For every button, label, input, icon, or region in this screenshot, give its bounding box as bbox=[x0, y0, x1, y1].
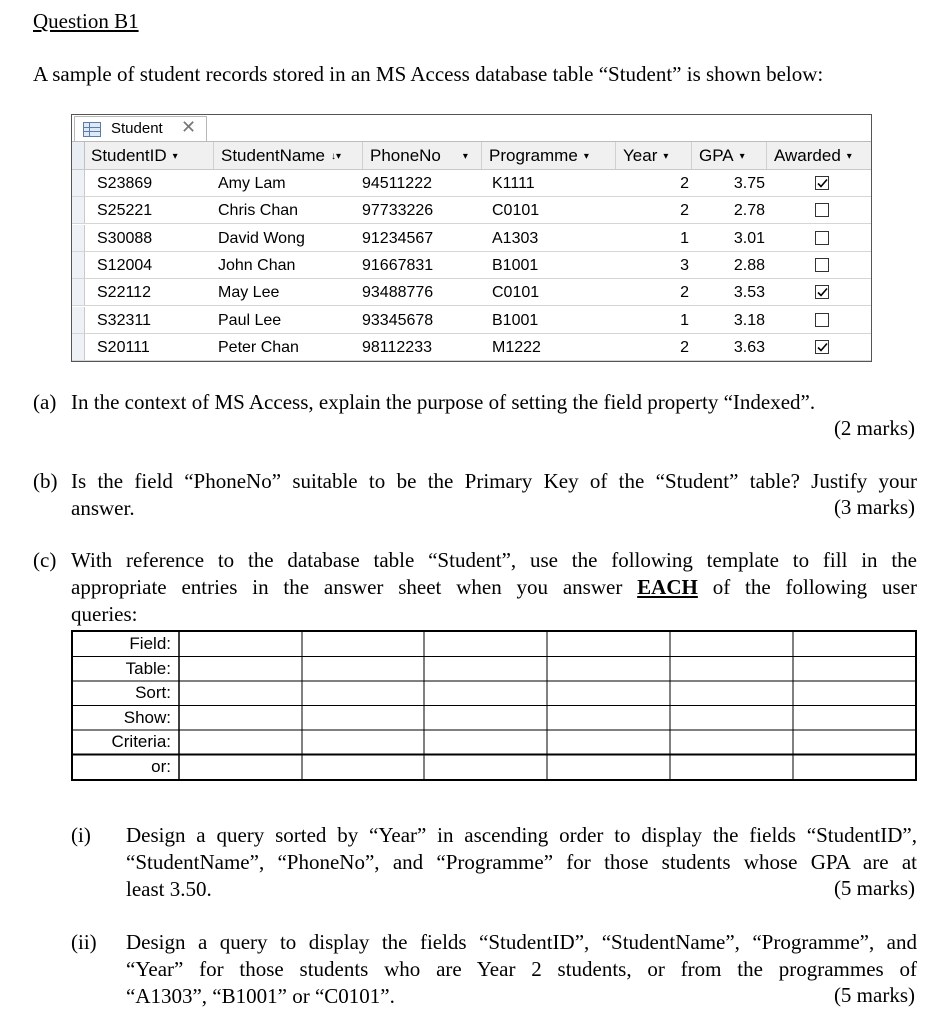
cell-year[interactable]: 2 bbox=[680, 338, 689, 356]
cell-name[interactable]: David Wong bbox=[218, 229, 305, 247]
cell-phone[interactable]: 97733226 bbox=[362, 202, 434, 220]
column-header-label: StudentID bbox=[91, 146, 167, 165]
unchecked-checkbox[interactable] bbox=[815, 313, 829, 327]
unchecked-checkbox[interactable] bbox=[815, 203, 829, 217]
cell-id[interactable]: S32311 bbox=[97, 311, 151, 329]
unchecked-checkbox[interactable] bbox=[815, 231, 829, 245]
column-header-label: Awarded bbox=[774, 146, 841, 165]
dropdown-arrow-icon[interactable]: ▾ bbox=[739, 151, 745, 162]
part-b-marks: (3 marks) bbox=[833, 495, 915, 519]
column-header-label: StudentName bbox=[221, 146, 325, 165]
cell-gpa[interactable]: 3.01 bbox=[733, 229, 765, 247]
checkmark-icon bbox=[817, 342, 828, 353]
cell-prog[interactable]: C0101 bbox=[492, 284, 540, 302]
table-row[interactable] bbox=[72, 307, 871, 334]
cell-prog[interactable]: A1303 bbox=[492, 229, 539, 247]
cell-gpa[interactable]: 2.78 bbox=[733, 202, 765, 220]
cell-id[interactable]: S25221 bbox=[97, 202, 153, 220]
sub-i-label: (i) bbox=[71, 823, 91, 847]
column-header-studentname[interactable] bbox=[214, 142, 363, 169]
column-header-row bbox=[72, 142, 871, 170]
column-header-year[interactable] bbox=[616, 142, 692, 169]
part-c-line1: With reference to the database table “Student”, use the following template to fill in the bbox=[71, 548, 917, 572]
cell-id[interactable]: S23869 bbox=[97, 175, 153, 192]
sub-ii-line1: Design a query to display the fields “StudentID”, “StudentName”, “Programme”, and bbox=[126, 930, 917, 954]
template-row-label: Table: bbox=[125, 658, 171, 678]
template-row-label: Show: bbox=[123, 707, 171, 727]
cell-year[interactable]: 2 bbox=[680, 202, 689, 220]
part-c-line2-post: of the following user bbox=[697, 575, 917, 599]
dropdown-arrow-icon[interactable]: ▾ bbox=[172, 151, 178, 162]
part-b-label: (b) bbox=[33, 469, 58, 493]
cell-year[interactable]: 1 bbox=[680, 311, 689, 329]
row-selector[interactable] bbox=[72, 197, 85, 223]
table-row[interactable] bbox=[72, 170, 871, 197]
query-template-grid bbox=[71, 630, 917, 781]
checked-checkbox[interactable] bbox=[815, 285, 829, 299]
tab-student[interactable] bbox=[74, 116, 207, 141]
unchecked-checkbox[interactable] bbox=[815, 258, 829, 272]
template-row-label: Field: bbox=[129, 634, 171, 653]
intro-text: A sample of student records stored in an MS Access database table “Student” is shown below: bbox=[33, 62, 824, 86]
cell-name[interactable]: John Chan bbox=[218, 256, 296, 274]
column-header-label: PhoneNo bbox=[370, 146, 441, 165]
checked-checkbox[interactable] bbox=[815, 176, 829, 190]
column-header-studentid[interactable] bbox=[84, 142, 214, 169]
part-a-text: In the context of MS Access, explain the purpose of setting the field property “Indexed”. bbox=[71, 390, 816, 414]
row-selector[interactable] bbox=[72, 279, 85, 305]
cell-phone[interactable]: 93345678 bbox=[362, 311, 434, 329]
cell-id[interactable]: S30088 bbox=[97, 229, 153, 247]
tab-label: Student bbox=[111, 120, 163, 137]
dropdown-arrow-icon[interactable]: ▾ bbox=[846, 151, 852, 162]
question-title: Question B1 bbox=[33, 9, 139, 33]
table-row[interactable] bbox=[72, 252, 871, 279]
table-icon bbox=[83, 122, 101, 137]
grid-row-labels bbox=[73, 632, 179, 779]
cell-year[interactable]: 1 bbox=[680, 229, 689, 247]
datasheet-rows bbox=[72, 170, 871, 361]
checkmark-icon bbox=[817, 178, 828, 189]
cell-name[interactable]: Amy Lam bbox=[218, 175, 286, 192]
cell-gpa[interactable]: 3.53 bbox=[733, 284, 765, 302]
table-row[interactable] bbox=[72, 334, 871, 361]
part-c-line3: queries: bbox=[71, 602, 138, 626]
cell-prog[interactable]: B1001 bbox=[492, 256, 539, 274]
sub-i-line3: least 3.50. bbox=[126, 877, 212, 901]
cell-prog[interactable]: C0101 bbox=[492, 202, 540, 220]
sub-ii-marks: (5 marks) bbox=[833, 983, 915, 1007]
dropdown-arrow-icon[interactable]: ▾ bbox=[583, 151, 589, 162]
cell-phone[interactable]: 91667831 bbox=[362, 256, 434, 274]
cell-gpa[interactable]: 3.18 bbox=[733, 311, 765, 329]
column-header-programme[interactable] bbox=[482, 142, 616, 169]
cell-prog[interactable]: M1222 bbox=[492, 338, 541, 356]
dropdown-arrow-icon[interactable]: ▾ bbox=[663, 151, 669, 162]
table-row[interactable] bbox=[72, 279, 871, 306]
sub-i-line2: “StudentName”, “PhoneNo”, and “Programme” for those students whose GPA are at bbox=[126, 850, 917, 874]
access-datasheet bbox=[71, 114, 872, 362]
table-row[interactable] bbox=[72, 197, 871, 224]
tab-strip bbox=[72, 115, 871, 142]
sub-ii-line3: “A1303”, “B1001” or “C0101”. bbox=[126, 984, 395, 1008]
template-row-label: Sort: bbox=[135, 683, 171, 702]
row-selector[interactable] bbox=[72, 225, 85, 251]
cell-id[interactable]: S20111 bbox=[97, 338, 150, 356]
part-c-line2 bbox=[71, 574, 917, 601]
cell-name[interactable]: May Lee bbox=[218, 284, 280, 302]
cell-phone[interactable]: 91234567 bbox=[362, 229, 434, 247]
cell-phone[interactable]: 94511222 bbox=[362, 175, 432, 192]
part-a-label: (a) bbox=[33, 390, 57, 414]
cell-phone[interactable]: 98112233 bbox=[362, 338, 432, 356]
sub-i-line1: Design a query sorted by “Year” in ascending order to display the fields “StudentID”, bbox=[126, 823, 917, 847]
sub-ii-line2: “Year” for those students who are Year 2 students, or from the programmes of bbox=[126, 957, 917, 981]
cell-name[interactable]: Paul Lee bbox=[218, 311, 282, 329]
cell-year[interactable]: 2 bbox=[680, 175, 689, 192]
part-c-label: (c) bbox=[33, 548, 57, 572]
checkmark-icon bbox=[817, 287, 828, 298]
cell-gpa[interactable]: 2.88 bbox=[733, 256, 765, 274]
cell-year[interactable]: 3 bbox=[680, 256, 689, 274]
cell-gpa[interactable]: 3.63 bbox=[733, 338, 765, 356]
sort-ascending-icon[interactable]: ↓▾ bbox=[330, 151, 341, 162]
grid-lines bbox=[73, 632, 915, 779]
cell-prog[interactable]: K1111 bbox=[492, 175, 535, 192]
part-b-line1: Is the field “PhoneNo” suitable to be the Primary Key of the “Student” table? Justify your bbox=[71, 469, 917, 493]
row-selector[interactable] bbox=[72, 334, 85, 360]
checked-checkbox[interactable] bbox=[815, 340, 829, 354]
part-a-marks: (2 marks) bbox=[833, 416, 915, 440]
cell-name[interactable]: Chris Chan bbox=[218, 202, 299, 220]
row-selector[interactable] bbox=[72, 170, 85, 196]
dropdown-arrow-icon[interactable]: ▾ bbox=[462, 151, 468, 162]
cell-prog[interactable]: B1001 bbox=[492, 311, 539, 329]
part-c-line2-pre: appropriate entries in the answer sheet when you answer bbox=[71, 575, 638, 599]
table-row[interactable] bbox=[72, 225, 871, 252]
cell-gpa[interactable]: 3.75 bbox=[733, 175, 765, 192]
cell-name[interactable]: Peter Chan bbox=[218, 338, 299, 356]
sub-i-marks: (5 marks) bbox=[833, 876, 915, 900]
row-selector[interactable] bbox=[72, 252, 85, 278]
template-row-label: or: bbox=[151, 756, 171, 776]
part-c-emphasis: EACH bbox=[637, 575, 698, 599]
column-header-phoneno[interactable] bbox=[363, 142, 482, 169]
cell-id[interactable]: S12004 bbox=[97, 256, 153, 274]
sub-ii-label: (ii) bbox=[71, 930, 97, 954]
cell-phone[interactable]: 93488776 bbox=[362, 284, 434, 302]
column-header-label: Year bbox=[623, 146, 658, 165]
cell-year[interactable]: 2 bbox=[680, 284, 689, 302]
cell-id[interactable]: S22112 bbox=[97, 284, 151, 302]
close-icon[interactable]: ✕ bbox=[181, 117, 197, 137]
part-b-line2: answer. bbox=[71, 496, 135, 520]
column-header-label: Programme bbox=[489, 146, 578, 165]
column-header-awarded[interactable] bbox=[767, 142, 871, 169]
column-header-gpa[interactable] bbox=[692, 142, 767, 169]
row-selector[interactable] bbox=[72, 307, 85, 333]
column-header-label: GPA bbox=[699, 146, 734, 165]
template-row-label: Criteria: bbox=[111, 732, 171, 751]
